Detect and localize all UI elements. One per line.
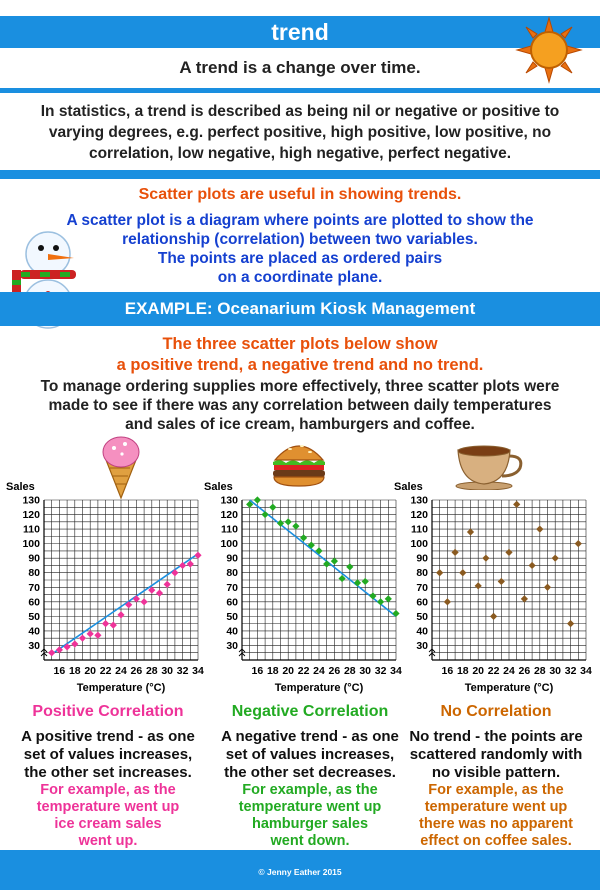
positive-data-point (156, 589, 163, 596)
scatter-desc-line: relationship (correlation) between two variables. (122, 231, 478, 248)
desc-line: No trend - the points are (409, 728, 583, 745)
negative-data-point (346, 563, 353, 570)
x-tick-label: 20 (472, 665, 485, 677)
x-tick-label: 24 (313, 665, 325, 677)
x-tick-label: 30 (161, 665, 174, 677)
subtitle: A trend is a change over time. (179, 58, 421, 77)
statistics-text: In statistics, a trend is described as being nil or negative or positive to varying degrees, e.g. perfect positive, high positive, low positive, no correlation, low negative, high negative, perfect negative. (40, 103, 560, 162)
example-line: temperature went up (238, 799, 382, 815)
example-line: For example, as the (428, 782, 564, 798)
y-tick-label: 50 (28, 610, 40, 623)
no-correlation-description (396, 728, 596, 782)
y-tick-label: 70 (226, 581, 238, 594)
negative-data-point (362, 578, 369, 585)
none-data-point (521, 595, 528, 602)
y-tick-label: 40 (28, 625, 40, 638)
three-plots-line: The three scatter plots below show (162, 335, 438, 353)
y-axis-label: Sales (204, 481, 233, 493)
no-correlation-example (396, 782, 596, 850)
negative-data-point (285, 518, 292, 525)
none-data-point (505, 549, 512, 556)
y-tick-label: 130 (22, 494, 40, 507)
positive-data-point (117, 611, 124, 618)
x-tick-label: 22 (487, 665, 500, 677)
example-heading: EXAMPLE: Oceanarium Kiosk Management (0, 292, 600, 326)
positive-correlation-title: Positive Correlation (32, 703, 184, 720)
y-tick-label: 110 (23, 523, 40, 536)
y-tick-label: 90 (416, 552, 428, 565)
desc-line: set of values increases, (23, 746, 193, 763)
scatter-description (0, 211, 600, 287)
divider (0, 170, 600, 179)
positive-data-point (94, 632, 101, 639)
none-data-point (567, 620, 574, 627)
negative-data-point (323, 560, 330, 567)
y-tick-label: 50 (226, 610, 238, 623)
negative-data-point (269, 504, 276, 511)
none-data-point (575, 540, 582, 547)
desc-line: the other set decreases. (224, 764, 396, 781)
y-tick-label: 110 (221, 523, 238, 536)
x-axis-label: Temperature (°C) (274, 682, 364, 694)
none-data-point (498, 578, 505, 585)
none-data-point (459, 569, 466, 576)
negative-data-point (385, 595, 392, 602)
negative-scatter-plot (202, 474, 402, 696)
y-tick-label: 130 (410, 494, 428, 507)
x-tick-label: 18 (266, 665, 279, 677)
y-tick-label: 30 (28, 639, 40, 652)
scatter-desc-line: The points are placed as ordered pairs (157, 250, 443, 267)
y-tick-label: 120 (220, 509, 238, 522)
x-tick-label: 18 (68, 665, 81, 677)
desc-line: A positive trend - as one (21, 728, 195, 745)
example-line: went up. (78, 833, 138, 849)
none-data-point (513, 501, 520, 508)
x-tick-label: 16 (441, 665, 454, 677)
x-tick-label: 28 (145, 665, 158, 677)
y-tick-label: 40 (416, 625, 428, 638)
y-tick-label: 100 (22, 538, 40, 551)
none-data-point (452, 549, 459, 556)
negative-correlation-example (210, 782, 410, 850)
x-tick-label: 34 (390, 665, 402, 677)
negative-correlation-title: Negative Correlation (231, 703, 389, 720)
positive-correlation-description (8, 728, 208, 782)
manage-text (0, 377, 600, 434)
x-tick-label: 30 (359, 665, 372, 677)
negative-data-point (292, 523, 299, 530)
none-data-point (544, 584, 551, 591)
y-axis-label: Sales (6, 481, 35, 493)
y-tick-label: 50 (416, 610, 428, 623)
positive-data-point (171, 569, 178, 576)
y-tick-label: 130 (220, 494, 238, 507)
x-tick-label: 26 (130, 665, 143, 677)
negative-data-point (354, 579, 361, 586)
negative-correlation-description (210, 728, 410, 782)
x-tick-label: 20 (84, 665, 97, 677)
positive-scatter-plot (4, 474, 204, 696)
none-data-point (552, 555, 559, 562)
none-data-point (482, 555, 489, 562)
x-tick-label: 24 (503, 665, 515, 677)
x-tick-label: 26 (518, 665, 531, 677)
none-data-point (475, 582, 482, 589)
example-line: hamburger sales (251, 816, 369, 832)
none-data-point (490, 613, 497, 620)
example-line: ice cream sales (54, 816, 162, 832)
y-tick-label: 70 (416, 581, 428, 594)
example-line: temperature went up (424, 799, 568, 815)
example-line: For example, as the (40, 782, 176, 798)
x-tick-label: 32 (176, 665, 189, 677)
x-tick-label: 24 (115, 665, 127, 677)
no-correlation-title: No Correlation (440, 703, 552, 720)
negative-data-point (377, 598, 384, 605)
y-tick-label: 80 (226, 567, 238, 580)
none-data-point (529, 562, 536, 569)
positive-data-point (141, 598, 148, 605)
desc-line: A negative trend - as one (221, 728, 399, 745)
example-line: there was no apparent (419, 816, 573, 832)
none-data-point (444, 598, 451, 605)
positive-data-point (110, 621, 117, 628)
y-axis-label: Sales (394, 481, 423, 493)
positive-data-point (133, 595, 140, 602)
none-data-point (536, 525, 543, 532)
divider (0, 88, 600, 93)
footer-copyright: © Jenny Eather 2015 (0, 850, 600, 890)
y-tick-label: 60 (226, 596, 238, 609)
negative-data-point (369, 592, 376, 599)
negative-data-point (254, 496, 261, 503)
scatter-desc-line: on a coordinate plane. (217, 269, 383, 286)
example-line: effect on coffee sales. (420, 833, 572, 849)
manage-line: To manage ordering supplies more effectively, three scatter plots were (40, 378, 560, 395)
y-tick-label: 120 (22, 509, 40, 522)
y-tick-label: 110 (411, 523, 428, 536)
y-tick-label: 100 (220, 538, 238, 551)
x-tick-label: 30 (549, 665, 562, 677)
three-plots-text (0, 334, 600, 376)
scatter-intro: Scatter plots are useful in showing trends. (138, 186, 462, 203)
none-data-point (436, 569, 443, 576)
positive-data-point (87, 630, 94, 637)
scatter-desc-line: A scatter plot is a diagram where points are plotted to show the (66, 212, 534, 229)
y-tick-label: 80 (28, 567, 40, 580)
positive-data-point (102, 620, 109, 627)
x-tick-label: 34 (192, 665, 204, 677)
trend-line (52, 554, 198, 654)
x-tick-label: 26 (328, 665, 341, 677)
x-tick-label: 22 (297, 665, 310, 677)
manage-line: and sales of ice cream, hamburgers and coffee. (125, 416, 475, 433)
x-tick-label: 34 (580, 665, 592, 677)
desc-line: scattered randomly with (409, 746, 583, 763)
y-tick-label: 30 (226, 639, 238, 652)
x-tick-label: 16 (251, 665, 264, 677)
y-tick-label: 80 (416, 567, 428, 580)
y-tick-label: 30 (416, 639, 428, 652)
y-tick-label: 90 (226, 552, 238, 565)
none-data-point (467, 528, 474, 535)
manage-line: made to see if there was any correlation between daily temperatures (48, 397, 552, 414)
example-line: temperature went up (36, 799, 180, 815)
x-tick-label: 16 (53, 665, 66, 677)
x-tick-label: 28 (533, 665, 546, 677)
y-tick-label: 40 (226, 625, 238, 638)
positive-data-point (164, 581, 171, 588)
no-correlation-scatter-plot (392, 474, 592, 696)
y-tick-label: 90 (28, 552, 40, 565)
x-axis-label: Temperature (°C) (464, 682, 554, 694)
desc-line: the other set increases. (24, 764, 192, 781)
desc-line: set of values increases, (225, 746, 395, 763)
three-plots-line: a positive trend, a negative trend and no trend. (116, 356, 484, 374)
x-tick-label: 32 (564, 665, 577, 677)
y-tick-label: 60 (416, 596, 428, 609)
y-tick-label: 60 (28, 596, 40, 609)
x-tick-label: 22 (99, 665, 112, 677)
y-tick-label: 120 (410, 509, 428, 522)
example-line: For example, as the (242, 782, 378, 798)
x-axis-label: Temperature (°C) (76, 682, 166, 694)
positive-data-point (71, 640, 78, 647)
x-tick-label: 32 (374, 665, 387, 677)
x-tick-label: 20 (282, 665, 295, 677)
desc-line: no visible pattern. (431, 764, 561, 781)
positive-data-point (48, 649, 55, 656)
x-tick-label: 28 (343, 665, 356, 677)
positive-correlation-example (8, 782, 208, 850)
positive-data-point (194, 552, 201, 559)
negative-data-point (262, 511, 269, 518)
x-tick-label: 18 (456, 665, 469, 677)
page-title: trend (0, 16, 600, 48)
y-tick-label: 70 (28, 581, 40, 594)
negative-data-point (331, 557, 338, 564)
example-line: went down. (270, 833, 350, 849)
y-tick-label: 100 (410, 538, 428, 551)
